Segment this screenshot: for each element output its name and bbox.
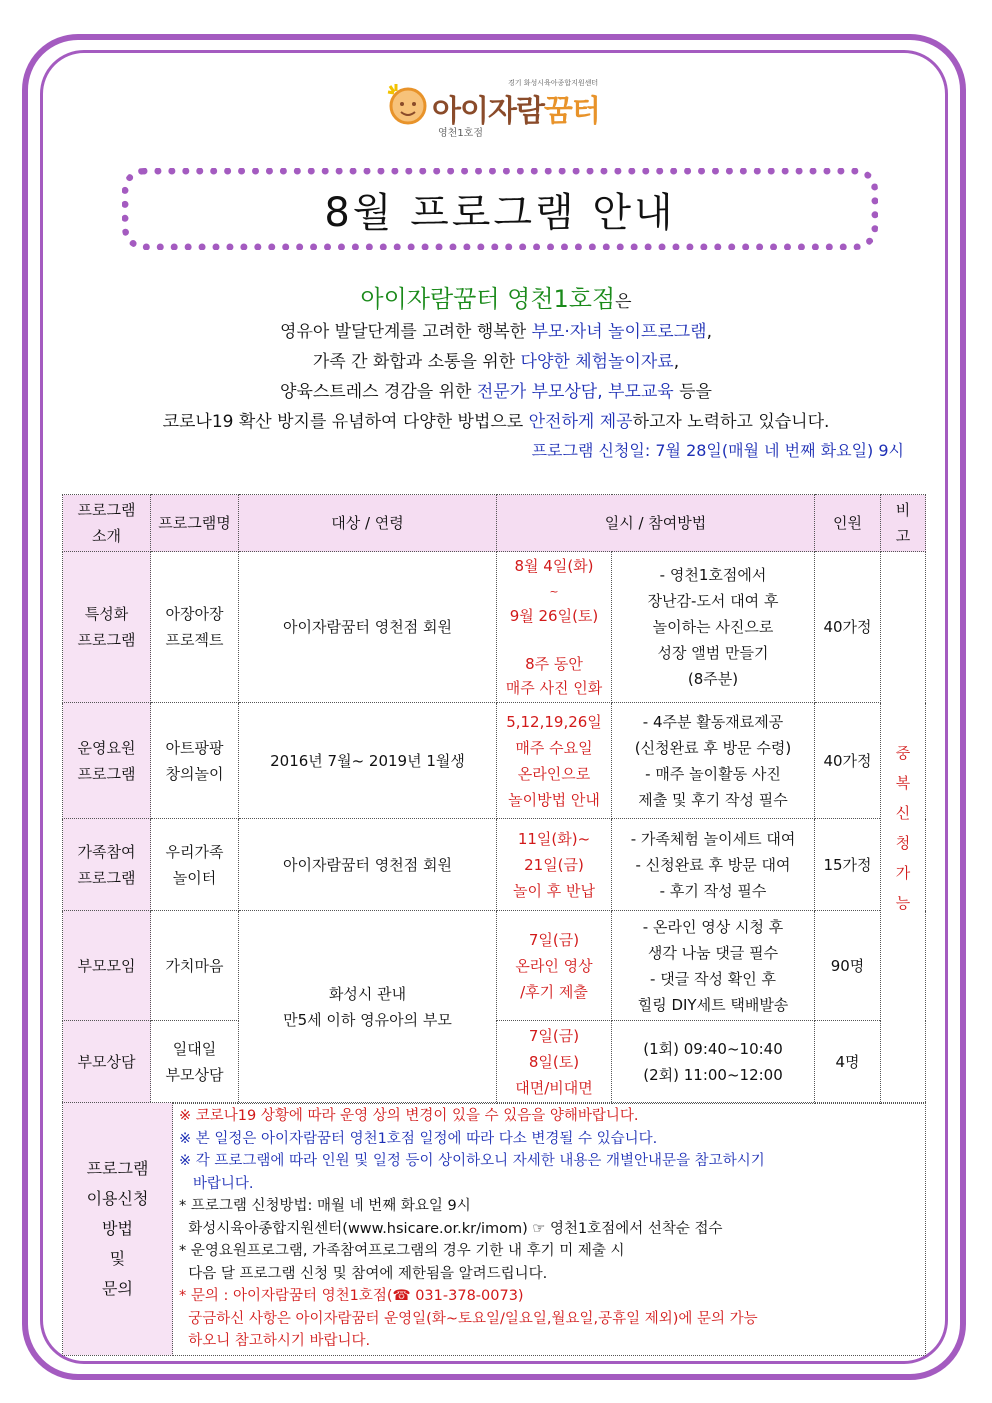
row-method: - 영천1호점에서 장난감-도서 대여 후 놀이하는 사진으로 성장 앨범 만들기 (8주분) bbox=[612, 552, 815, 703]
table-row bbox=[63, 911, 926, 1021]
row-count: 15가정 bbox=[815, 819, 881, 911]
row-target-shared: 화성시 관내 만5세 이하 영유아의 부모 bbox=[239, 911, 497, 1104]
info-body bbox=[173, 1103, 926, 1356]
header-schedule: 일시 / 참여방법 bbox=[497, 495, 815, 552]
row-name: 우리가족 놀이터 bbox=[151, 819, 239, 911]
row-target: 2016년 7월~ 2019년 1월생 bbox=[239, 703, 497, 819]
row-target: 아이자람꿈터 영천점 회원 bbox=[239, 819, 497, 911]
row-date: 8월 4일(화) ~ 9월 26일(토) 8주 동안 매주 사진 인화 bbox=[497, 552, 612, 703]
row-date: 5,12,19,26일 매주 수요일 온라인으로 놀이방법 안내 bbox=[497, 703, 612, 819]
row-date: 7일(금) 8일(토) 대면/비대면 bbox=[497, 1021, 612, 1104]
program-table bbox=[62, 494, 926, 1104]
table-row bbox=[63, 552, 926, 703]
row-method: (1회) 09:40~10:40 (2회) 11:00~12:00 bbox=[612, 1021, 815, 1104]
logo bbox=[386, 76, 616, 140]
info-label: 프로그램 이용신청 방법 및 문의 bbox=[63, 1103, 173, 1356]
row-date: 7일(금) 온라인 영상 /후기 제출 bbox=[497, 911, 612, 1021]
row-target: 아이자람꿈터 영천점 회원 bbox=[239, 552, 497, 703]
header-count: 인원 bbox=[815, 495, 881, 552]
row-intro: 운영요원 프로그램 bbox=[63, 703, 151, 819]
table-row bbox=[63, 819, 926, 911]
info-line: ※ 본 일정은 아이자람꿈터 영천1호점 일정에 따라 다소 변경될 수 있습니다. bbox=[179, 1130, 658, 1147]
info-line: * 운영요원프로그램, 가족참여프로그램의 경우 기한 내 후기 미 제출 시 bbox=[179, 1243, 625, 1259]
info-line: 다음 달 프로그램 신청 및 참여에 제한됨을 알려드립니다. bbox=[179, 1265, 548, 1282]
row-intro: 부모상담 bbox=[63, 1021, 151, 1104]
logo-branch: 영천1호점 bbox=[438, 128, 484, 139]
logo-brand: 아이자람꿈터 bbox=[432, 94, 600, 129]
table-header-row bbox=[63, 495, 926, 552]
header-intro: 프로그램 소개 bbox=[63, 495, 151, 552]
row-intro: 특성화 프로그램 bbox=[63, 552, 151, 703]
row-name: 아장아장 프로젝트 bbox=[151, 552, 239, 703]
apply-date: 프로그램 신청일: 7월 28일(매월 네 번째 화요일) 9시 bbox=[531, 441, 904, 460]
row-name: 아트팡팡 창의놀이 bbox=[151, 703, 239, 819]
header-note: 비 고 bbox=[881, 495, 926, 552]
org-name: 아이자람꿈터 영천1호점 bbox=[360, 285, 616, 313]
info-line: 바랍니다. bbox=[179, 1175, 254, 1192]
row-intro: 가족참여 프로그램 bbox=[63, 819, 151, 911]
duplicate-note: 중 복 신 청 가 능 bbox=[881, 552, 926, 1104]
row-date: 11일(화)~ 21일(금) 놀이 후 반납 bbox=[497, 819, 612, 911]
child-face-icon bbox=[386, 82, 430, 126]
info-line: ※ 각 프로그램에 따라 인원 및 일정 등이 상이하오니 자세한 내용은 개별안내문을 참고하시기 bbox=[179, 1153, 765, 1169]
row-count: 4명 bbox=[815, 1021, 881, 1104]
row-method: - 온라인 영상 시청 후 생각 나눔 댓글 필수 - 댓글 작성 확인 후 힐링 DIY세트 택배발송 bbox=[612, 911, 815, 1021]
logo-center-name: 경기 화성시육아종합지원센터 bbox=[508, 79, 599, 87]
title-box bbox=[122, 168, 878, 250]
info-line: * 문의 : 아이자람꿈터 영천1호점(☎ 031-378-0073) bbox=[179, 1288, 524, 1304]
row-intro: 부모모임 bbox=[63, 911, 151, 1021]
info-line: 하오니 참고하시기 바랍니다. bbox=[179, 1333, 371, 1349]
info-line: * 프로그램 신청방법: 매월 네 번째 화요일 9시 bbox=[179, 1198, 471, 1214]
row-method: - 4주분 활동재료제공 (신청완료 후 방문 수령) - 매주 놀이활동 사진 제출 및 후기 작성 필수 bbox=[612, 703, 815, 819]
info-line: 궁금하신 사항은 아이자람꿈터 운영일(화~토요일/일요일,월요일,공휴일 제외)에 문의 가능 bbox=[179, 1310, 758, 1327]
intro-text: 아이자람꿈터 영천1호점은 영유아 발달단계를 고려한 행복한 부모·자녀 놀이프로그램, 가족 간 화합과 소통을 위한 다양한 체험놀이자료, 양육스트레스 경감을 위한 전문가 부모상담, 부모교육 등을 코로나19 확산 방지를 유념하여 다양한 방법으로 안전하게 제공하고자 노력하고 있습니다. bbox=[162, 285, 830, 432]
page-title: 8월 프로그램 안내 bbox=[324, 189, 676, 236]
table-row bbox=[63, 703, 926, 819]
row-method: - 가족체험 놀이세트 대여 - 신청완료 후 방문 대여 - 후기 작성 필수 bbox=[612, 819, 815, 911]
row-name: 가치마음 bbox=[151, 911, 239, 1021]
row-count: 90명 bbox=[815, 911, 881, 1021]
info-line: 화성시육아종합지원센터(www.hsicare.or.kr/imom) ☞ 영천1호점에서 선착순 접수 bbox=[179, 1220, 723, 1237]
row-count: 40가정 bbox=[815, 552, 881, 703]
row-name: 일대일 부모상담 bbox=[151, 1021, 239, 1104]
header-target: 대상 / 연령 bbox=[239, 495, 497, 552]
row-count: 40가정 bbox=[815, 703, 881, 819]
info-table bbox=[62, 1102, 926, 1356]
info-line: ※ 코로나19 상황에 따라 운영 상의 변경이 있을 수 있음을 양해바랍니다. bbox=[179, 1108, 639, 1124]
header-name: 프로그램명 bbox=[151, 495, 239, 552]
